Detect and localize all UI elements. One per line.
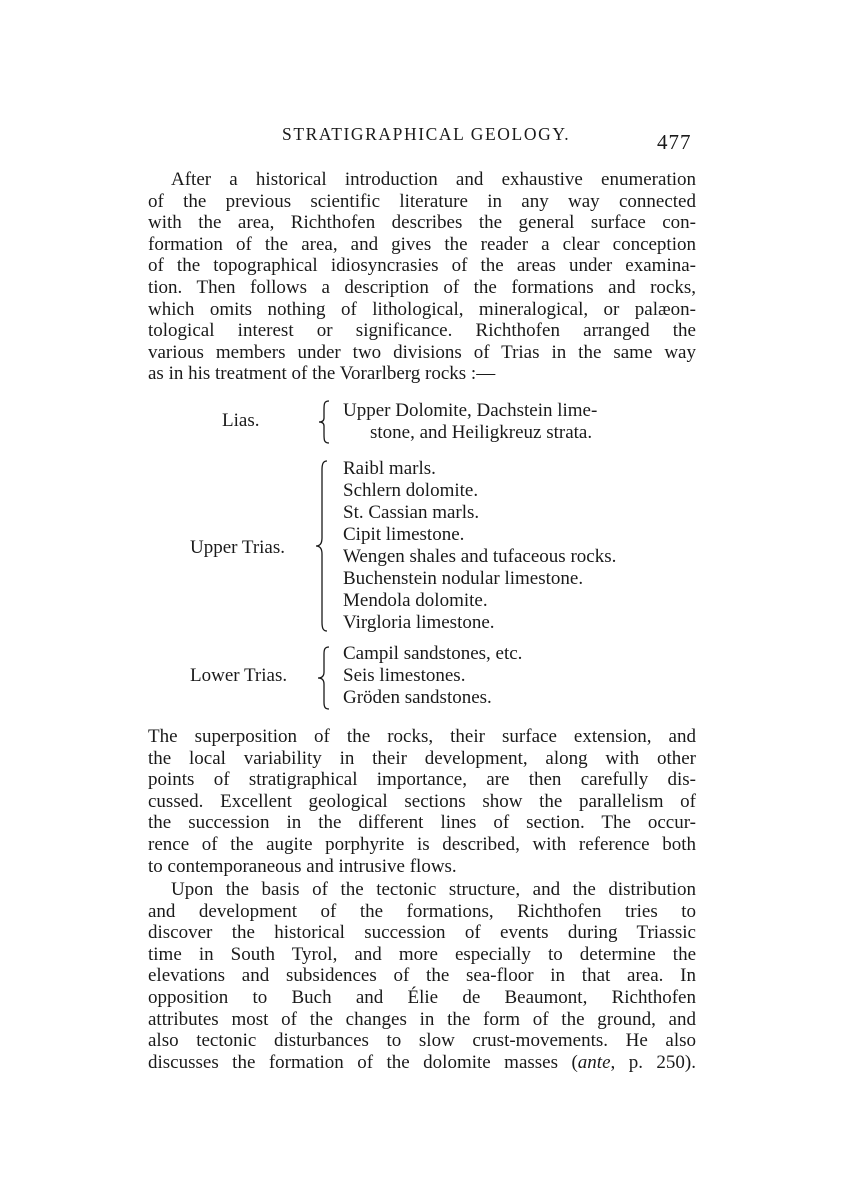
text-line: tological interest or significance. Richthofen arranged the: [148, 320, 696, 342]
text-line: also tectonic disturbances to slow crust-movements. He also: [148, 1030, 696, 1052]
text-line: attributes most of the changes in the form of the ground, and: [148, 1008, 696, 1030]
group-label-upper-trias: Upper Trias.: [190, 537, 286, 558]
brace-icon: [318, 400, 328, 444]
text-line: discover the historical succession of events during Triassic: [148, 922, 696, 944]
group-label-lower-trias: Lower Trias.: [190, 665, 288, 686]
stratum-item: Upper Dolomite, Dachstein lime-: [343, 400, 598, 421]
text-line: the local variability in their development, along with other: [148, 747, 696, 769]
text-segment: , p. 250).: [610, 1051, 697, 1073]
text-line: as in his treatment of the Vorarlberg rocks :—: [148, 363, 496, 385]
stratum-item: Campil sandstones, etc.: [343, 643, 523, 664]
text-line: formation of the area, and gives the reader a clear conception: [148, 233, 696, 255]
stratum-item: Raibl marls.: [343, 458, 436, 479]
text-line-final: [148, 1052, 696, 1074]
text-line: the succession in the different lines of section. The occur-: [148, 812, 696, 834]
brace-icon: [314, 460, 324, 632]
text-line: Upon the basis of the tectonic structure, and the distribution: [171, 879, 696, 900]
page-number: 477: [657, 130, 692, 154]
text-line: After a historical introduction and exhaustive enumeration: [171, 169, 696, 190]
text-line: tion. Then follows a description of the formations and rocks,: [148, 276, 696, 298]
paragraph-superposition: [148, 726, 696, 877]
stratum-item: St. Cassian marls.: [343, 502, 480, 523]
stratum-item: Gröden sandstones.: [343, 687, 492, 708]
stratum-item: stone, and Heiligkreuz strata.: [370, 422, 593, 443]
text-line: The superposition of the rocks, their surface extension, and: [148, 726, 696, 747]
stratum-item: Buchenstein nodular limestone.: [343, 568, 584, 589]
group-items-upper-trias: [343, 458, 616, 634]
text-segment-italic: ante: [577, 1051, 611, 1073]
text-line: various members under two divisions of Trias in the same way: [148, 341, 696, 363]
text-line: and development of the formations, Richthofen tries to: [148, 900, 696, 922]
text-line: points of stratigraphical importance, are then carefully dis-: [148, 769, 696, 791]
group-label-lias: Lias.: [222, 410, 260, 431]
text-line: of the previous scientific literature in any way connected: [148, 190, 696, 212]
paragraph-introduction: [148, 169, 696, 385]
brace-icon: [316, 646, 326, 710]
text-line: cussed. Excellent geological sections show the parallelism of: [148, 790, 696, 812]
text-segment: discusses the formation of the dolomite masses (: [148, 1051, 578, 1073]
stratum-item: Schlern dolomite.: [343, 480, 479, 501]
text-line: to contemporaneous and intrusive flows.: [148, 855, 457, 877]
stratum-item: Seis limestones.: [343, 665, 466, 686]
text-line: rence of the augite porphyrite is described, with reference both: [148, 833, 696, 855]
text-line: time in South Tyrol, and more especially to determine the: [148, 943, 696, 965]
text-line: opposition to Buch and Élie de Beaumont, Richthofen: [148, 986, 696, 1008]
stratum-item: Cipit limestone.: [343, 524, 465, 545]
text-line: which omits nothing of lithological, mineralogical, or palæon-: [148, 298, 696, 320]
text-line: of the topographical idiosyncrasies of the areas under examina-: [148, 255, 696, 277]
running-title: STRATIGRAPHICAL GEOLOGY.: [282, 124, 571, 144]
paragraph-tectonic: [148, 879, 696, 1073]
group-items-lias: [343, 400, 597, 444]
stratum-item: Mendola dolomite.: [343, 590, 488, 611]
stratum-item: Wengen shales and tufaceous rocks.: [343, 546, 617, 567]
text-line: with the area, Richthofen describes the general surface con-: [148, 212, 696, 234]
group-items-lower-trias: [343, 643, 522, 709]
text-line: elevations and subsidences of the sea-floor in that area. In: [148, 965, 696, 987]
stratum-item: Virgloria limestone.: [343, 612, 495, 633]
